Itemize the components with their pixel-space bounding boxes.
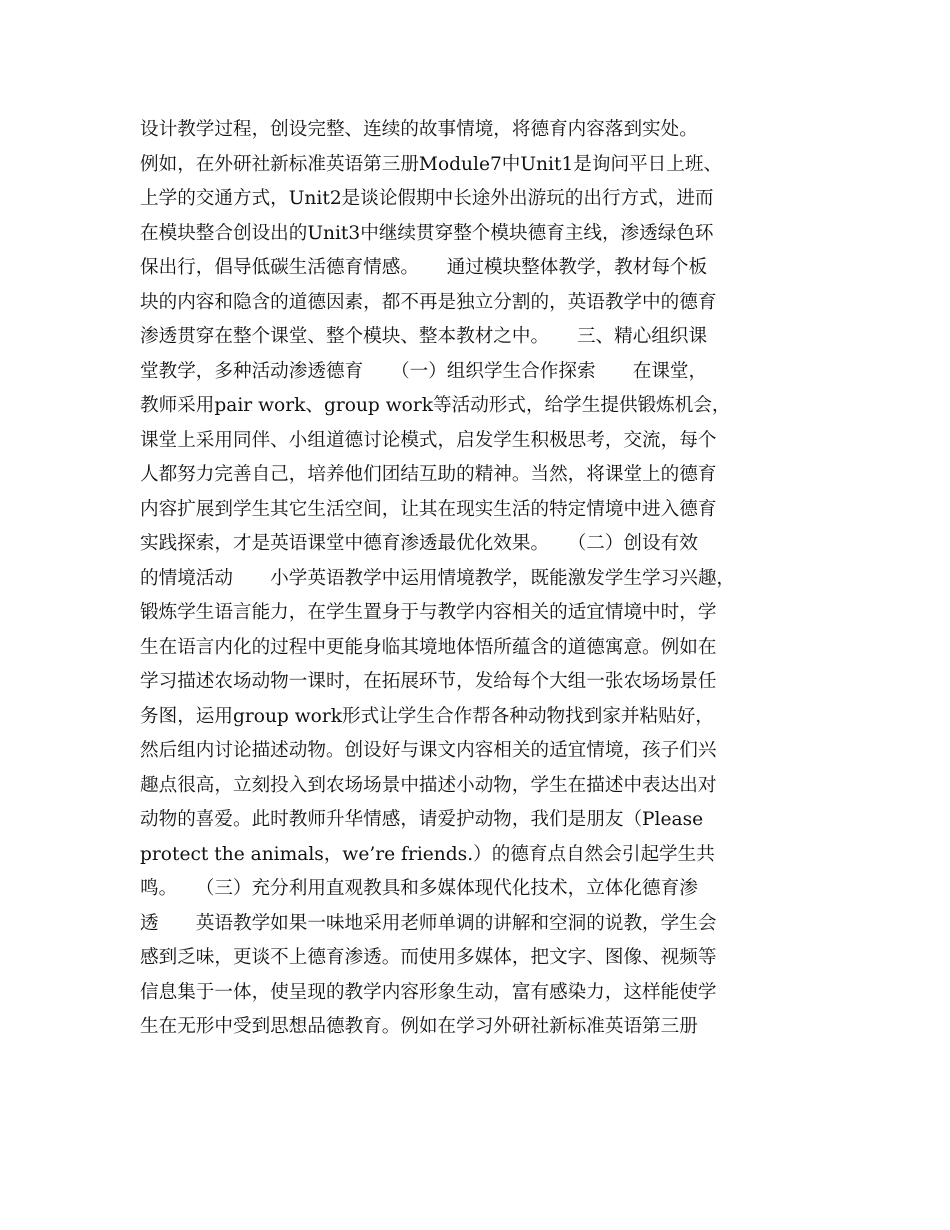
text-line: 渗透贯穿在整个课堂、整个模块、整本教材之中。 三、精心组织课	[140, 326, 708, 347]
text-line: protect the animals，we’re friends.）的德育点自然会引起学生共	[140, 843, 715, 865]
text-line: 实践探索，才是英语课堂中德育渗透最优化效果。 （二）创设有效	[140, 533, 698, 554]
text-line: 然后组内讨论描述动物。创设好与课文内容相关的适宜情境，孩子们兴	[140, 740, 717, 761]
text-line: 的情境活动 小学英语教学中运用情境教学，既能激发学生学习兴趣，	[140, 567, 736, 589]
text-line: 生在无形中受到思想品德教育。例如在学习外研社新标准英语第三册	[140, 1016, 698, 1037]
text-line: 上学的交通方式，Unit2是谈论假期中长途外出游玩的出行方式，进而	[140, 188, 714, 209]
text-line: 生在语言内化的过程中更能身临其境地体悟所蕴含的道德寓意。例如在	[140, 636, 717, 658]
text-line: 透 英语教学如果一味地采用老师单调的讲解和空洞的说教，学生会	[140, 912, 717, 934]
text-line: 信息集于一体，使呈现的教学内容形象生动，富有感染力，这样能使学	[140, 981, 717, 1003]
text-line: 务图，运用group work形式让学生合作帮各种动物找到家并粘贴好，	[140, 705, 714, 727]
text-line: 块的内容和隐含的道德因素，都不再是独立分割的，英语教学中的德育	[140, 291, 717, 313]
text-line: 动物的喜爱。此时教师升华情感，请爱护动物，我们是朋友（Please	[140, 809, 704, 830]
text-line: 课堂上采用同伴、小组道德讨论模式，启发学生积极思考，交流，每个	[140, 429, 717, 451]
text-line: 学习描述农场动物一课时，在拓展环节，发给每个大组一张农场场景任	[140, 671, 717, 692]
text-line: 人都努力完善自己，培养他们团结互助的精神。当然，将课堂上的德育	[140, 464, 717, 485]
text-line: 保出行，倡导低碳生活德育情感。 通过模块整体教学，教材每个板	[140, 257, 708, 278]
text-line: 感到乏味，更谈不上德育渗透。而使用多媒体，把文字、图像、视频等	[140, 947, 717, 968]
text-line: 趣点很高，立刻投入到农场场景中描述小动物，学生在描述中表达出对	[140, 774, 717, 796]
text-line: 堂教学，多种活动渗透德育 （一）组织学生合作探索 在课堂，	[140, 360, 708, 382]
text-line: 在模块整合创设出的Unit3中继续贯穿整个模块德育主线，渗透绿色环	[140, 222, 714, 244]
text-line: 教师采用pair work、group work等活动形式，给学生提供锻炼机会，	[140, 395, 731, 416]
text-line: 锻炼学生语言能力，在学生置身于与教学内容相关的适宜情境中时，学	[140, 602, 717, 623]
text-line: 内容扩展到学生其它生活空间，让其在现实生活的特定情境中进入德育	[140, 498, 717, 520]
text-line: 例如，在外研社新标准英语第三册Module7中Unit1是询问平日上班、	[140, 153, 723, 175]
text-line: 鸣。 （三）充分利用直观教具和多媒体现代化技术，立体化德育渗	[140, 878, 698, 899]
text-line: 设计教学过程，创设完整、连续的故事情境，将德育内容落到实处。	[140, 119, 698, 140]
body-text	[140, 113, 820, 1045]
